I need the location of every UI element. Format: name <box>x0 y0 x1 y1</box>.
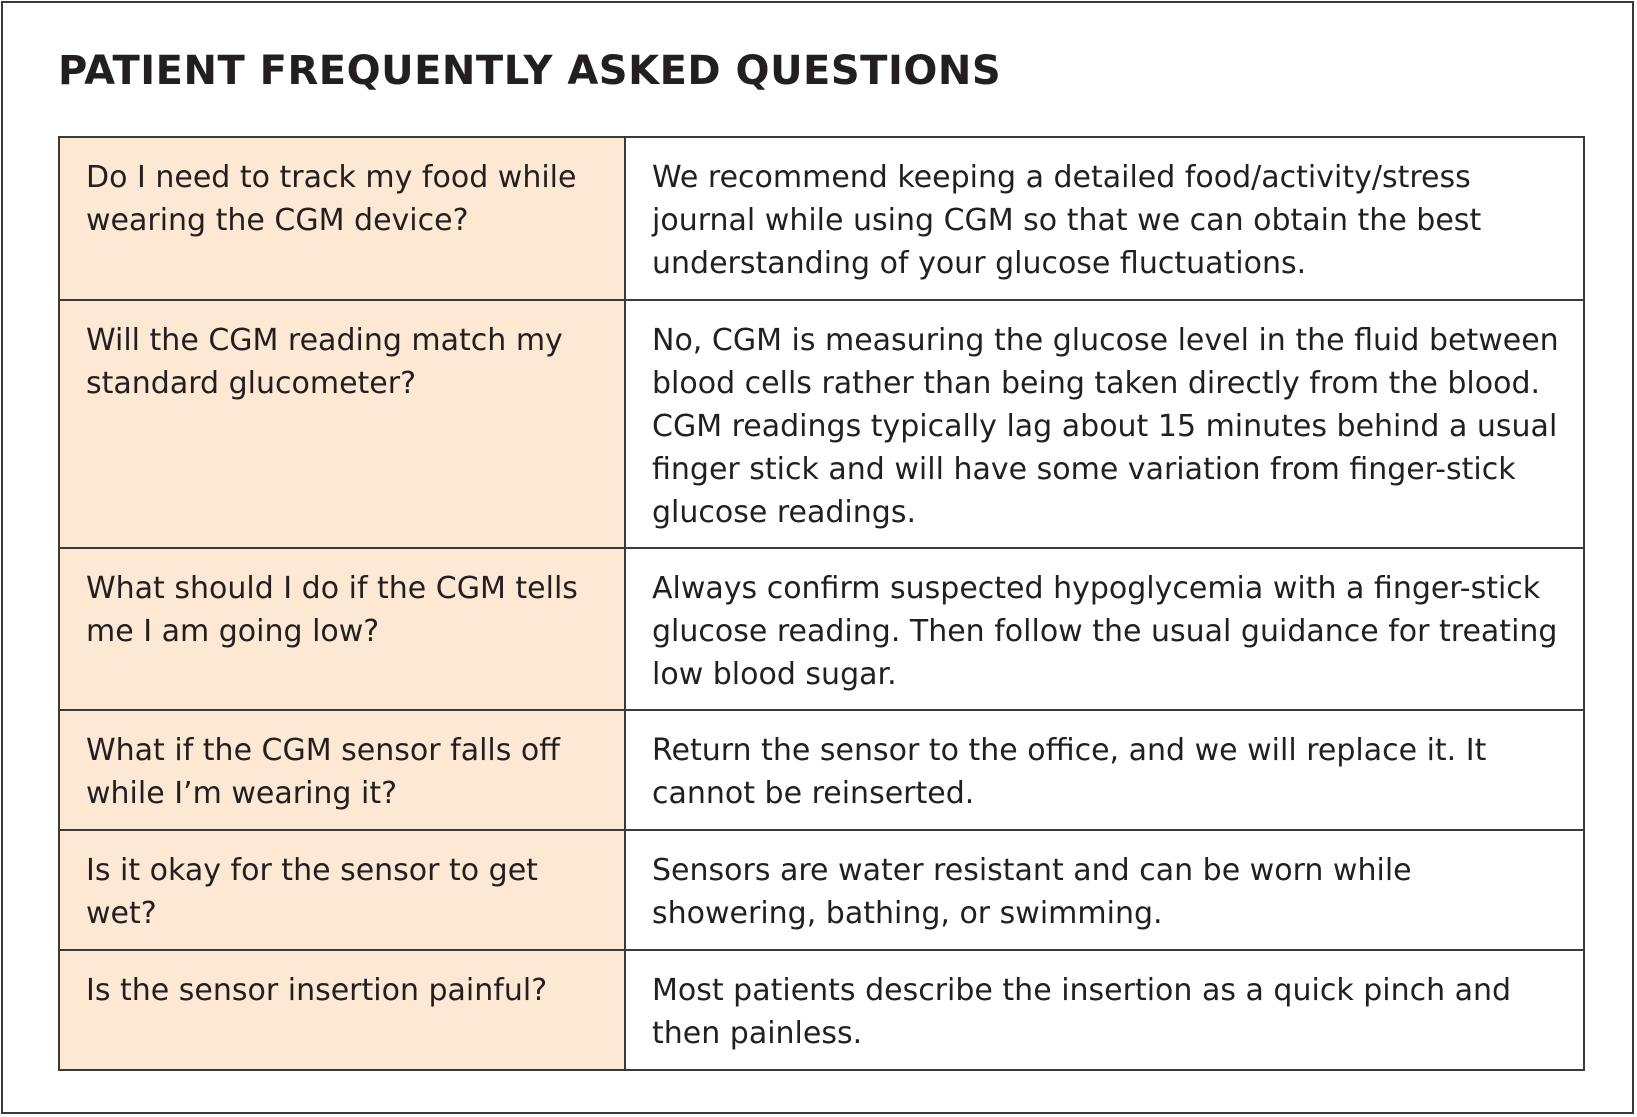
table-row <box>59 950 1584 1070</box>
answer-cell: Always confirm suspected hypoglycemia with a finger-stick glucose reading. Then follow the usual guidance for treating low blood sugar. <box>625 548 1584 710</box>
question-cell: Is the sensor insertion painful? <box>59 950 625 1070</box>
table-row <box>59 548 1584 710</box>
faq-box <box>1 1 1634 1114</box>
table-row <box>59 830 1584 950</box>
answer-cell: Most patients describe the insertion as a quick pinch and then painless. <box>625 950 1584 1070</box>
answer-cell: No, CGM is measuring the glucose level in the fluid between blood cells rather than being taken directly from the blood. CGM readings typically lag about 15 minutes behind a usual finger stick and will have some variation from finger-stick glucose readings. <box>625 300 1584 548</box>
answer-cell: Sensors are water resistant and can be worn while showering, bathing, or swimming. <box>625 830 1584 950</box>
question-cell: Do I need to track my food while wearing the CGM device? <box>59 137 625 300</box>
question-cell: Will the CGM reading match my standard glucometer? <box>59 300 625 548</box>
question-cell: What if the CGM sensor falls off while I’m wearing it? <box>59 710 625 830</box>
page-title: PATIENT FREQUENTLY ASKED QUESTIONS <box>58 48 1002 94</box>
faq-table <box>58 136 1585 1071</box>
table-row <box>59 300 1584 548</box>
answer-cell: We recommend keeping a detailed food/activity/stress journal while using CGM so that we can obtain the best understanding of your glucose fluctuations. <box>625 137 1584 300</box>
question-cell: Is it okay for the sensor to get wet? <box>59 830 625 950</box>
table-row <box>59 137 1584 300</box>
table-row <box>59 710 1584 830</box>
question-cell: What should I do if the CGM tells me I am going low? <box>59 548 625 710</box>
answer-cell: Return the sensor to the office, and we will replace it. It cannot be reinserted. <box>625 710 1584 830</box>
